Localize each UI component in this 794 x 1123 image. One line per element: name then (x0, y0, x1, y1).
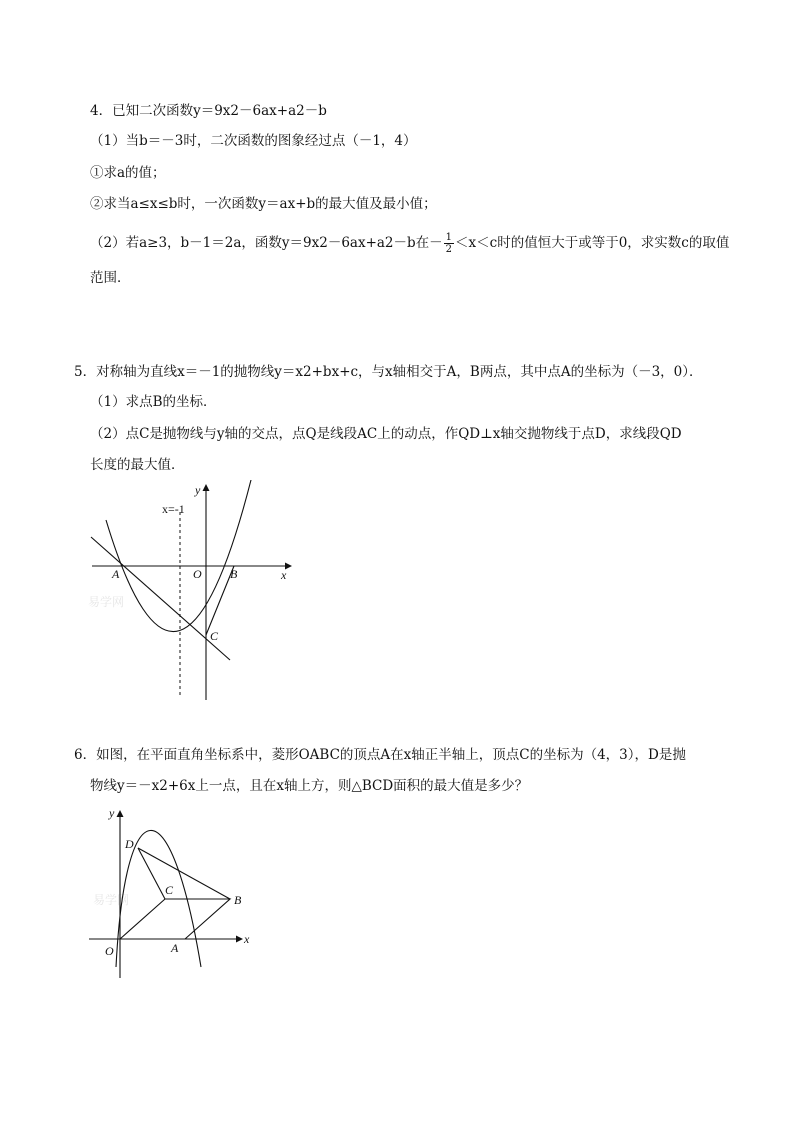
q4-part2-before: （2）若a≥3，b－1＝2a，函数y＝9x2－6ax+a2－b在－ (90, 235, 443, 251)
q6-x-label: x (244, 932, 250, 946)
q6-rhombus (120, 899, 230, 939)
q4-part2-after: ＜x＜c时的值恒大于或等于0，求实数c的取值 (455, 235, 730, 251)
q5-point-c: C (210, 629, 219, 643)
q4-stem-text: 4．已知二次函数y＝9x2－6ax+a2－b (90, 103, 327, 119)
q6-y-label: y (109, 806, 115, 820)
q6-x-arrow (236, 936, 243, 943)
q5-point-o: O (193, 567, 202, 581)
q6-point-a: A (171, 941, 179, 955)
q5-part2: （2）点C是抛物线与y轴的交点，点Q是线段AC上的动点，作QD⊥x轴交抛物线于点D，求线段QD (90, 426, 682, 442)
q6-watermark: 易学网 (93, 893, 130, 907)
q6-point-c: C (165, 883, 174, 897)
q4-frac-den: 2 (445, 244, 453, 255)
q4-frac-num: 1 (445, 232, 453, 243)
q5-x-label: x (281, 568, 287, 582)
q6-stem-cont: 物线y＝－x2+6x上一点，且在x轴上方，则△BCD面积的最大值是多少？ (90, 778, 529, 794)
q5-watermark: 易学网 (88, 595, 125, 609)
q5-part1: （1）求点B的坐标． (90, 394, 217, 410)
q4-part1-a: ①求a的值； (90, 165, 166, 181)
q4-part1: （1）当b＝－3时，二次函数的图象经过点（－1，4） (90, 133, 417, 149)
q5-point-a: A (112, 567, 120, 581)
q5-y-label: y (195, 483, 201, 497)
q6-figure (85, 800, 265, 980)
q6-point-d: D (125, 837, 134, 851)
q6-stem: 6．如图，在平面直角坐标系中，菱形OABC的顶点A在x轴正半轴上，顶点C的坐标为（4，3），D是抛 (74, 747, 686, 763)
q5-point-b: B (230, 567, 238, 581)
q4-part1-b: ②求当a≤x≤b时，一次函数y＝ax+b的最大值及最小值； (90, 196, 437, 212)
q6-point-b: B (234, 893, 242, 907)
q4-part2-fraction (444, 232, 454, 255)
q4-part2-cont: 范围． (90, 270, 131, 286)
q4-stem (90, 101, 327, 121)
q6-point-o: O (105, 944, 114, 958)
q5-axis-line-label: x=-1 (162, 502, 185, 516)
q6-y-arrow (117, 810, 124, 817)
q4-part2 (90, 232, 729, 255)
q5-stem: 5．对称轴为直线x＝－1的抛物线y＝x2+bx+c，与x轴相交于A，B两点，其中点A的坐标为（－3，0）． (74, 364, 703, 380)
q5-figure (80, 480, 300, 705)
q5-part2-cont: 长度的最大值． (90, 457, 185, 473)
q5-y-arrow (203, 484, 210, 491)
